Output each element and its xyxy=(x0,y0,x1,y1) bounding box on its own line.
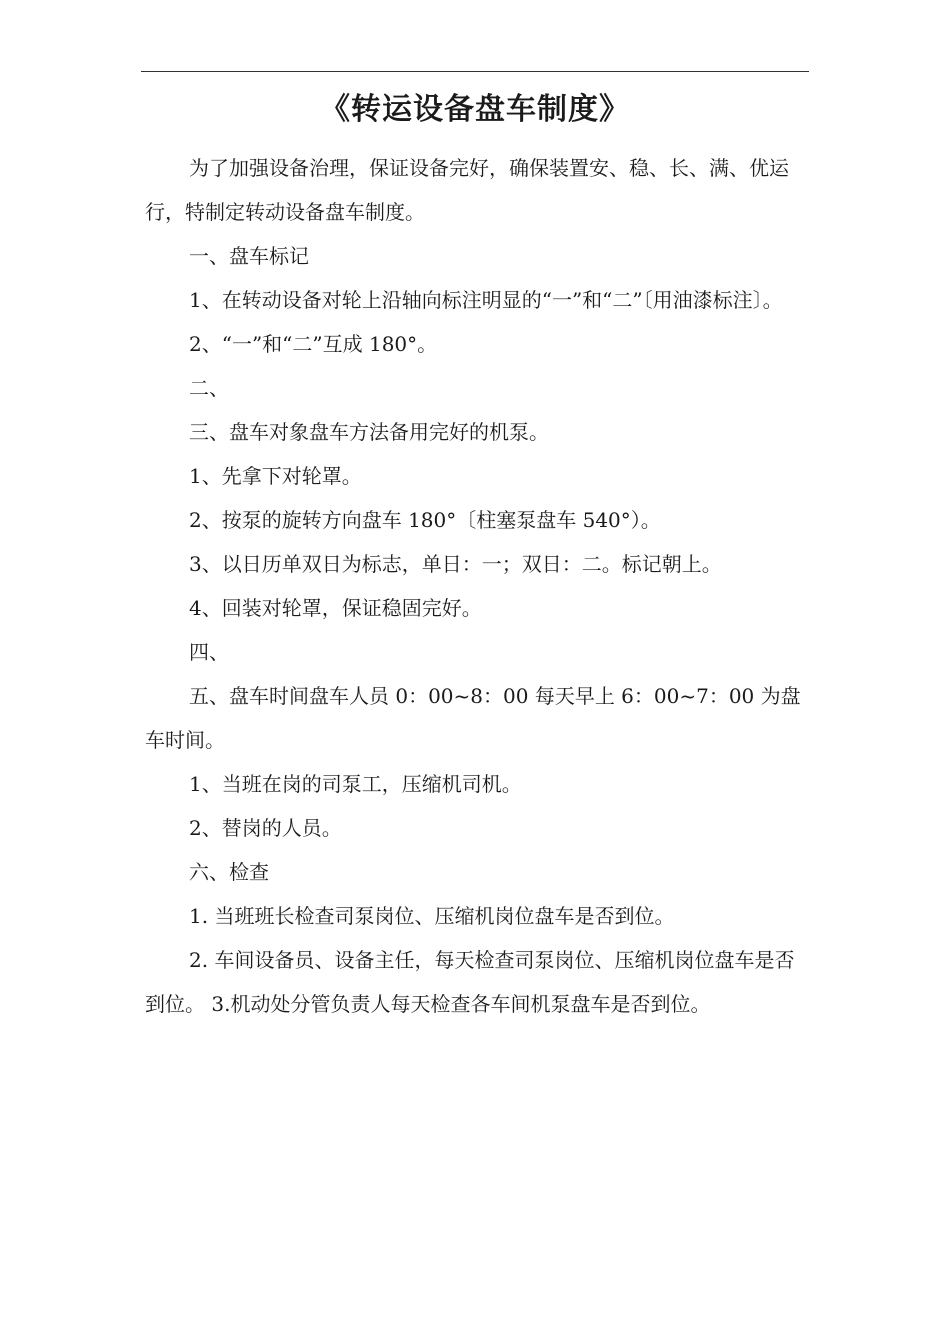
paragraph-method-1: 1、先拿下对轮罩。 xyxy=(189,464,362,488)
paragraph-marking-2: 2、“一”和“二”互成 180°。 xyxy=(189,332,438,356)
document-body xyxy=(145,146,809,1026)
section-heading-4: 四、 xyxy=(189,640,229,664)
section-heading-time: 五、盘车时间盘车人员 0：00~8：00 每天早上 6：00~7：00 为盘车时间。 xyxy=(145,684,801,752)
document-title: 《转运设备盘车制度》 xyxy=(320,92,630,127)
paragraph-marking-1: 1、在转动设备对轮上沿轴向标注明显的“一”和“二”〔用油漆标注〕。 xyxy=(189,288,783,312)
paragraph-method-4: 4、回装对轮罩，保证稳固完好。 xyxy=(189,596,482,620)
paragraph-staff-2: 2、替岗的人员。 xyxy=(189,816,342,840)
paragraph-inspection-2: 2. 车间设备员、设备主任，每天检查司泵岗位、压缩机岗位盘车是否到位。 3.机动处分管负责人每天检查各车间机泵盘车是否到位。 xyxy=(145,948,795,1016)
paragraph-intro: 为了加强设备治理，保证设备完好，确保装置安、稳、长、满、优运行，特制定转动设备盘车制度。 xyxy=(145,156,789,224)
paragraph-method-2: 2、按泵的旋转方向盘车 180°〔柱塞泵盘车 540°）。 xyxy=(189,508,661,532)
paragraph-method-3: 3、以日历单双日为标志，单日：一；双日：二。标记朝上。 xyxy=(189,552,722,576)
section-heading-2: 二、 xyxy=(189,376,229,400)
section-heading-objects: 三、盘车对象盘车方法备用完好的机泵。 xyxy=(189,420,549,444)
paragraph-inspection-1: 1. 当班班长检查司泵岗位、压缩机岗位盘车是否到位。 xyxy=(189,904,675,928)
header-rule xyxy=(141,71,809,72)
paragraph-staff-1: 1、当班在岗的司泵工，压缩机司机。 xyxy=(189,772,522,796)
section-heading-inspection: 六、检查 xyxy=(189,860,269,884)
section-heading-marking: 一、盘车标记 xyxy=(189,244,309,268)
